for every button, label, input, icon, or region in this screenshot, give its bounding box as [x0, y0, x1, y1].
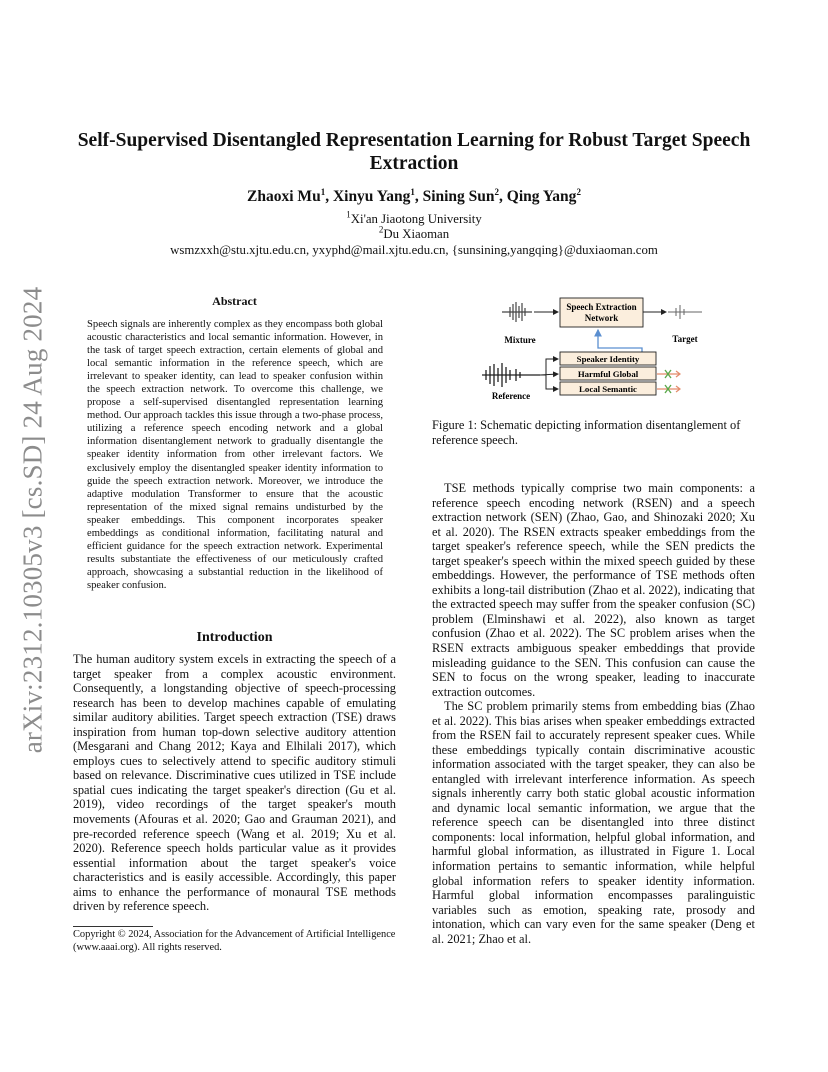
mixture-waveform-icon [502, 302, 532, 322]
figure-1-diagram [432, 290, 755, 408]
author-affiliation-mark: 1 [410, 186, 415, 197]
affiliation-name: Xi'an Jiaotong University [350, 212, 482, 226]
abstract-heading: Abstract [212, 294, 257, 308]
reference-label: Reference [491, 391, 531, 401]
footnote-rule [73, 926, 153, 927]
author-name: Xinyu Yang [332, 188, 411, 205]
author-emails: wsmzxxh@stu.xjtu.edu.cn, yxyphd@mail.xjtu.edu.cn, {sunsining,yangqing}@duxiaoman.com [170, 243, 658, 257]
speaker-identity-label: Speaker Identity [576, 354, 640, 364]
author-affiliation-mark: 2 [576, 186, 581, 197]
copyright-footnote: Copyright © 2024, Association for the Advancement of Artificial Intelligence (www.aaai.org). All rights reserved. [73, 929, 396, 953]
reference-waveform-icon [482, 363, 540, 387]
author-list: Zhaoxi Mu$^1$, Xinyu Yang$^1$, Sining Sun$^2$, Qing Yang$^2$ [247, 186, 581, 205]
affiliation-name: Du Xiaoman [383, 227, 450, 241]
paper-title: Self-Supervised Disentangled Representation Learning for Robust Target Speech Extraction [77, 130, 751, 174]
blocked-arrow-icon [657, 385, 680, 393]
arxiv-identifier [8, 280, 58, 760]
affiliation [74, 224, 754, 242]
affiliation-mark: 1 [346, 209, 351, 220]
author-affiliation-mark: 2 [494, 186, 500, 197]
abstract-text: Speech signals are inherently complex as they encompass both global acoustic characteristics and local semantic information. However, in the task of target speech extraction, certain elements of global and local semantic information in the reference speech, which are irrelevant to speaker identity, can lead to speaker confusion within the speech extraction network. To overcome this challenge, we propose a self-supervised disentangled representation learning method. Our approach tackles this issue through a two-phase process, utilizing a reference speech encoding network and a global information disentanglement network to gradually disentangle the speaker identity information from other irrelevant factors. We exclusively employ the disentangled speaker identity information to guide the speech extraction network. Moreover, we introduce the adaptive modulation Transformer to ensure that the acoustic representation of the mixed signal remains undisturbed by the speaker embeddings. This component incorporates speaker embeddings as conditional information, facilitating natural and efficient guidance for the speech extraction network. Experimental results substantiate the effectiveness of our meticulously crafted approach, showcasing a substantial reduction in the likelihood of speaker confusion. [87, 319, 383, 591]
introduction-paragraph: The human auditory system excels in extracting the speech of a target speaker from a complex acoustic environment. Consequently, a longstanding objective of speech-processing research has been to develop machines capable of emulating similar auditory abilities. Target speech extraction (TSE) draws inspiration from human top-down selective auditory attention (Mesgarani and Chang 2012; Kaya and Elhilali 2017), which employs cues to selectively attend to specific auditory stimuli based on relevance. Discriminative cues utilized in TSE include spatial cues indicating the target speaker's direction (Gu et al. 2019), video recordings of the target speaker's mouth movements (Afouras et al. 2020; Gao and Grauman 2021), and pre-recorded reference speech (Wang et al. 2019; Xu et al. 2020). Reference speech holds particular value as it provides essential information about the target speaker's voice characteristics and is easily accessible. Accordingly, this paper aims to enhance the performance of monaural TSE methods driven by reference speech. [73, 652, 396, 914]
target-label: Target [672, 334, 698, 344]
author-name: Sining Sun [422, 188, 495, 205]
author-affiliation-mark: 1 [320, 186, 326, 197]
local-semantic-label: Local Semantic [579, 384, 637, 394]
affiliation-mark: 2 [378, 224, 384, 235]
box-top-line1: Speech Extraction [566, 302, 637, 312]
body-paragraph: TSE methods typically comprise two main components: a reference speech encoding network (RSEN) and a speech extraction network (SEN) (Zhao, Gao, and Shinozaki 2020; Xu et al. 2020). The RSEN extracts speaker embeddings from the target speaker's reference speech, while the SEN predicts the target speaker's speech within the mixed speech guided by these embeddings. However, the performance of TSE methods often exhibits a long-tail distribution (Zhao et al. 2022), indicating that the extracted speech may suffer from the speaker confusion (SC) problem (Elminshawi et al. 2022), also known as target confusion (Zhao et al. 2022). The SC problem arises when the RSEN extracts ambiguous speaker embeddings that provide misleading guidance to the SEN. This confusion can cause the SEN to focus on the wrong speaker, leading to inaccurate extraction outcomes. [432, 481, 755, 699]
mixture-label: Mixture [504, 335, 536, 345]
author-name: Qing Yang [506, 188, 577, 205]
target-waveform-icon [668, 305, 702, 319]
body-paragraph: The SC problem primarily stems from embedding bias (Zhao et al. 2022). This bias arises when speaker embeddings extracted from the RSEN fail to accurately represent speaker cues. While these embeddings typically contain discriminative acoustic information associated with the target speaker, they can also be entangled with irrelevant interference information. As speech signals inherently carry both static global acoustic information and dynamic local semantic information, we argue that the reference speech can be disentangled into three distinct components: local information, helpful global information, and harmful global information, as illustrated in Figure 1. Local information pertains to semantic information, while helpful global information refers to speaker identity information. Harmful global information encompasses paralinguistic variables such as emotion, speaking rate, prosody and intonation, which can vary even for the same speaker (Deng et al. 2021; Zhao et al. [432, 699, 755, 946]
harmful-global-label: Harmful Global [577, 369, 639, 379]
figure-caption: Figure 1: Schematic depicting information disentanglement of reference speech. [432, 418, 741, 447]
blocked-arrow-icon [657, 370, 680, 378]
introduction-heading: Introduction [196, 630, 273, 645]
affiliation [74, 209, 754, 227]
arxiv-identifier-text: arXiv:2312.10305v3 [cs.SD] 24 Aug 2024 [17, 286, 48, 754]
author-name: Zhaoxi Mu [247, 188, 321, 205]
box-top-line2: Network [584, 313, 619, 323]
